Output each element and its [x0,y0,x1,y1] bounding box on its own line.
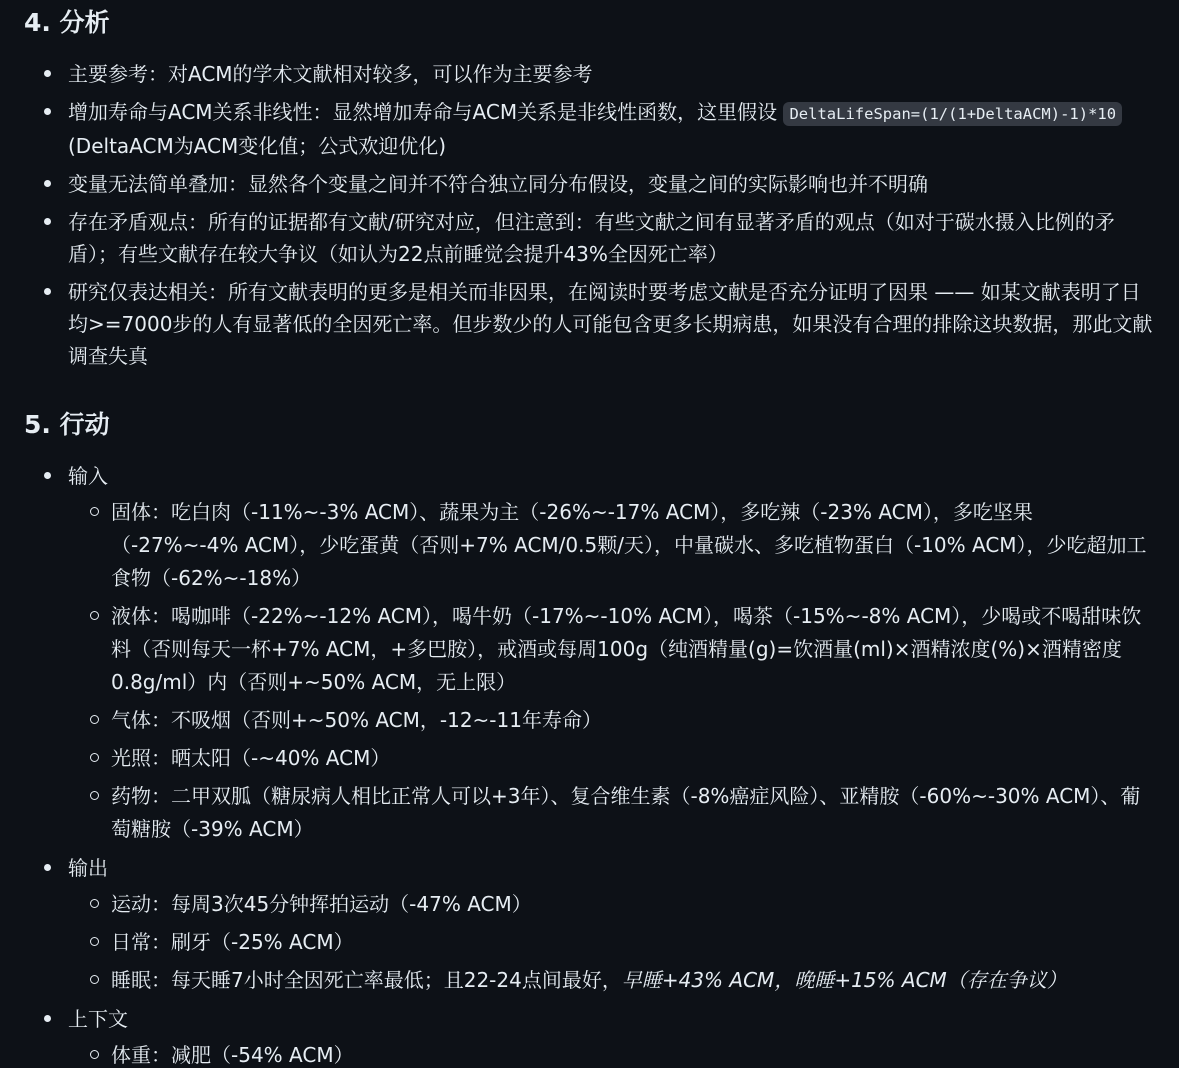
action-list [24,460,1155,1068]
sublist-item: 药物：二甲双胍（糖尿病人相比正常人可以+3年）、复合维生素（-8%癌症风险）、亚精胺（-60%~-30% ACM）、葡萄糖胺（-39% ACM） [68,780,1155,846]
list-item [24,96,1155,162]
list-item: 研究仅表达相关：所有文献表明的更多是相关而非因果，在阅读时要考虑文献是否充分证明了因果 —— 如某文献表明了日均>=7000步的人有显著低的全因死亡率。但步数少的人可能包含更多长期病患，如果没有合理的排除这块数据，那此文献调查失真 [24,276,1155,372]
list-item: 主要参考：对ACM的学术文献相对较多，可以作为主要参考 [24,58,1155,90]
list-item-input [24,460,1155,846]
sublist-item: 气体：不吸烟（否则+~50% ACM，-12~-11年寿命） [68,704,1155,737]
list-item-text: 增加寿命与ACM关系非线性：显然增加寿命与ACM关系是非线性函数，这里假设 [68,100,784,124]
group-label: 上下文 [68,1007,128,1031]
list-item-context [24,1003,1155,1068]
output-sublist [68,888,1155,997]
sublist-item: 体重：减肥（-54% ACM） [68,1039,1155,1068]
analysis-list [24,58,1155,372]
input-sublist [68,496,1155,846]
context-sublist [68,1039,1155,1068]
sublist-item: 液体：喝咖啡（-22%~-12% ACM），喝牛奶（-17%~-10% ACM），喝茶（-15%~-8% ACM），少喝或不喝甜味饮料（否则每天一杯+7% ACM，+多巴胺），戒酒或每周100g（纯酒精量(g)=饮酒量(ml)×酒精浓度(%)×酒精密度0.8g/ml）内（否则+~50% ACM，无上限） [68,600,1155,699]
sublist-item: 日常：刷牙（-25% ACM） [68,926,1155,959]
sublist-item-sleep [68,964,1155,997]
inline-code-formula: DeltaLifeSpan=(1/(1+DeltaACM)-1)*10 [783,102,1122,126]
sleep-italic-text: 早睡+43% ACM，晚睡+15% ACM（存在争议） [621,968,1067,992]
section-heading-analysis: 4. 分析 [24,8,110,37]
list-item-text: (DeltaACM为ACM变化值；公式欢迎优化) [68,134,447,158]
group-label: 输入 [68,464,108,488]
list-item: 存在矛盾观点：所有的证据都有文献/研究对应，但注意到：有些文献之间有显著矛盾的观点（如对于碳水摄入比例的矛盾）；有些文献存在较大争议（如认为22点前睡觉会提升43%全因死亡率） [24,206,1155,270]
sublist-item: 运动：每周3次45分钟挥拍运动（-47% ACM） [68,888,1155,921]
sublist-item: 固体：吃白肉（-11%~-3% ACM）、蔬果为主（-26%~-17% ACM），多吃辣（-23% ACM），多吃坚果（-27%~-4% ACM），少吃蛋黄（否则+7% ACM/0.5颗/天），中量碳水、多吃植物蛋白（-10% ACM），少吃超加工食物（-62%~-18%） [68,496,1155,595]
section-heading-action: 5. 行动 [24,410,110,439]
list-item: 变量无法简单叠加：显然各个变量之间并不符合独立同分布假设，变量之间的实际影响也并不明确 [24,168,1155,200]
sleep-text: 睡眠：每天睡7小时全因死亡率最低；且22-24点间最好， [111,968,622,992]
list-item-output [24,852,1155,997]
group-label: 输出 [68,856,108,880]
sublist-item: 光照：晒太阳（-~40% ACM） [68,742,1155,775]
